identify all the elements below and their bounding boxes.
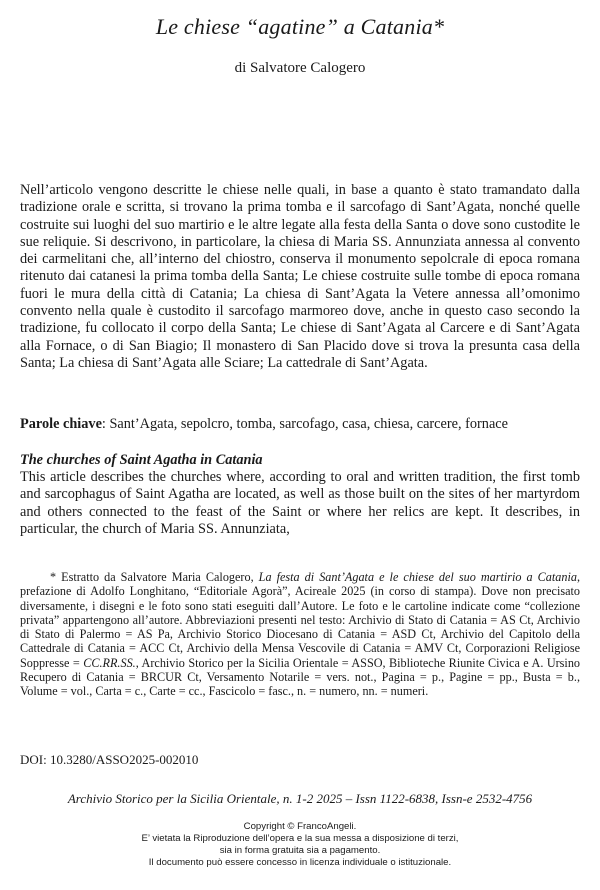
doi-line: DOI: 10.3280/ASSO2025-002010 xyxy=(20,752,199,767)
copyright-line: Il documento può essere concesso in licenza individuale o istituzionale. xyxy=(148,857,452,868)
keywords-list: : Sant’Agata, sepolcro, tomba, sarcofago, casa, chiesa, carcere, fornace xyxy=(101,416,508,432)
english-abstract-title: The churches of Saint Agatha in Catania xyxy=(20,452,263,468)
footnote-text-3: , Archivio Storico per la Sicilia Orientale = ASSO, Biblioteche Riunite Civica e A. Ursino Recupero di Catania = BRCUR Ct, Versamento Notarile = vers. not., Pagina = p., Pagine = pp., Busta = b., Volume = vol., Carta = c., Carte = cc., Fascicolo = fasc., n. = numero, nn. = numeri. xyxy=(20,655,581,699)
abstract-english: This article describes the churches where, according to oral and written tradition, the first tomb and sarcophagus of Saint Agatha are located, as well as those built on the sites of her martyrdom and others connected to the feast of the Saint or where her relics are kept. It describes, in particular, the church of Maria SS. Annunziata, xyxy=(20,469,580,537)
abstract-italian: Nell’articolo vengono descritte le chiese nelle quali, in base a quanto è stato tramandato dalla tradizione orale e scritta, si trovano la prima tomba e il sarcofago di Sant’Agata, nonché quelle costruite sui luoghi del suo martirio e le altre legate alla festa della Santa o dove sono custodite le sue reliquie. Si descrivono, in particolare, la chiesa di Maria SS. Annunziata annessa al convento dei carmelitani che, all’interno del chiostro, conserva il monumento sepolcrale di epoca romana ritenuto dai catanesi la prima tomba della Santa; Le chiese costruite sulle tombe di epoca romana fuori le mura della città di Catania; La chiesa di Sant’Agata la Vetere annessa all’omonimo convento nella quale è custodito il sarcofago marmoreo dove, anche in questo caso secondo la tradizione, fu collocato il corpo della Santa; Le chiese di Sant’Agata al Carcere e di Sant’Agata alla Fornace, o di San Biagio; Il monastero di San Placido dove si trova la presunta casa della Santa; La chiesa di Sant’Agata alle Sciare; La cattedrale di Sant’Agata. xyxy=(20,182,580,371)
keywords-line xyxy=(20,416,580,433)
article-title: Le chiese “agatine” a Catania* xyxy=(155,14,445,39)
keywords-label: Parole chiave xyxy=(20,416,102,432)
footnote-book-title: La festa di Sant’Agata e le chiese del suo martirio a Catania xyxy=(258,570,577,584)
copyright-line: E’ vietata la Riproduzione dell’opera e la sua messa a disposizione di terzi, xyxy=(141,833,459,844)
copyright-notice xyxy=(0,821,600,869)
journal-citation: Archivio Storico per la Sicilia Orientale, n. 1-2 2025 – Issn 1122-6838, Issn-e 2532-4756 xyxy=(67,791,533,806)
footnote-text-2: , prefazione di Adolfo Longhitano, “Editoriale Agorà”, Acireale 2025 (in corso di stampa). Dove non precisato diversamente, i disegni e le foto sono stati eseguiti dall’Autore. Le foto e le cartoline indicate come “collezione privata” appartengono all’autore. Abbreviazioni presenti nel testo: Archivio di Stato di Catania = AS Ct, Archivio di Stato di Palermo = AS Pa, Archivio Storico Diocesano di Catania = ASD Ct, Archivio del Capitolo della Cattedrale di Catania = ACC Ct, Archivio della Mensa Vescovile di Catania = AMV Ct, Corporazioni Religiose Soppresse = xyxy=(20,570,580,670)
copyright-line: sia in forma gratuita sia a pagamento. xyxy=(219,845,381,856)
footnote xyxy=(20,570,580,699)
footnote-abbrev-ccrrss: CC.RR.SS. xyxy=(83,655,136,670)
footnote-text-1: * Estratto da Salvatore Maria Calogero, xyxy=(50,570,259,584)
copyright-line: Copyright © FrancoAngeli. xyxy=(243,821,357,832)
article-author: di Salvatore Calogero xyxy=(234,60,366,76)
